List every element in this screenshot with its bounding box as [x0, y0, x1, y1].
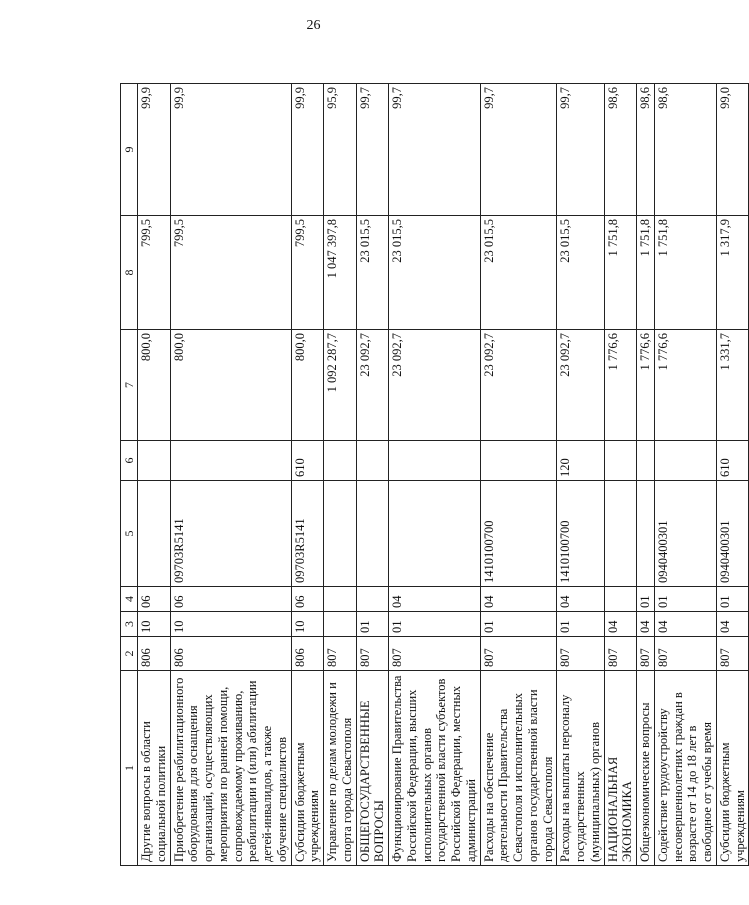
table-row — [356, 84, 389, 866]
cell-target-article — [389, 481, 481, 587]
cell-expense-type — [604, 441, 637, 481]
cell-expense-type — [637, 441, 655, 481]
table-row — [389, 84, 481, 866]
cell-fact: 799,5 — [170, 216, 291, 330]
cell-plan: 23 092,7 — [389, 330, 481, 441]
table-row — [557, 84, 604, 866]
cell-section: 04 — [654, 612, 716, 637]
header-cell: 2 — [121, 637, 138, 671]
cell-section: 04 — [716, 612, 749, 637]
cell-percent: 99,7 — [389, 84, 481, 216]
cell-ministry: 807 — [389, 637, 481, 671]
page-number: 26 — [306, 18, 321, 33]
cell-target-article: 0940400301 — [716, 481, 749, 587]
cell-percent: 99,7 — [557, 84, 604, 216]
cell-target-article — [637, 481, 655, 587]
cell-plan: 1 331,7 — [716, 330, 749, 441]
cell-ministry: 807 — [654, 637, 716, 671]
cell-plan: 800,0 — [170, 330, 291, 441]
cell-plan: 800,0 — [138, 330, 171, 441]
cell-subsection: 01 — [637, 587, 655, 612]
header-cell: 3 — [121, 612, 138, 637]
row-name: Содействие трудоустройству несовершеннолетних граждан в возрасте от 14 до 18 лет в свободное от учебы время — [654, 671, 716, 866]
row-name: Расходы на выплаты персоналу государственных (муниципальных) органов — [557, 671, 604, 866]
cell-fact: 23 015,5 — [480, 216, 557, 330]
cell-plan: 1 776,6 — [637, 330, 655, 441]
cell-subsection: 06 — [138, 587, 171, 612]
cell-percent: 99,9 — [138, 84, 171, 216]
cell-percent: 98,6 — [637, 84, 655, 216]
cell-section: 04 — [637, 612, 655, 637]
cell-expense-type — [389, 441, 481, 481]
cell-fact: 1 751,8 — [604, 216, 637, 330]
cell-subsection: 06 — [291, 587, 324, 612]
cell-expense-type — [356, 441, 389, 481]
cell-subsection: 01 — [654, 587, 716, 612]
cell-plan: 1 776,6 — [654, 330, 716, 441]
cell-section: 10 — [291, 612, 324, 637]
cell-target-article: 1410100700 — [557, 481, 604, 587]
cell-plan: 1 092 287,7 — [324, 330, 357, 441]
cell-ministry: 807 — [480, 637, 557, 671]
cell-section: 10 — [138, 612, 171, 637]
cell-percent: 99,9 — [170, 84, 291, 216]
cell-percent: 98,6 — [654, 84, 716, 216]
cell-expense-type: 120 — [557, 441, 604, 481]
row-name: Субсидии бюджетным учреждениям — [291, 671, 324, 866]
cell-section: 01 — [557, 612, 604, 637]
cell-percent: 98,6 — [604, 84, 637, 216]
cell-target-article — [604, 481, 637, 587]
cell-section — [324, 612, 357, 637]
cell-percent: 99,9 — [291, 84, 324, 216]
cell-expense-type — [170, 441, 291, 481]
cell-subsection: 06 — [170, 587, 291, 612]
budget-table — [120, 83, 749, 866]
row-name: Расходы на обеспечение деятельности Правительства Севастополя и исполнительных органов государственной власти города Севастополя — [480, 671, 557, 866]
cell-expense-type — [324, 441, 357, 481]
header-cell: 7 — [121, 330, 138, 441]
cell-percent: 95,9 — [324, 84, 357, 216]
cell-ministry: 806 — [170, 637, 291, 671]
table-row — [480, 84, 557, 866]
cell-ministry: 806 — [138, 637, 171, 671]
cell-subsection: 04 — [389, 587, 481, 612]
cell-section: 04 — [604, 612, 637, 637]
cell-section: 01 — [389, 612, 481, 637]
cell-percent: 99,7 — [356, 84, 389, 216]
cell-subsection: 04 — [480, 587, 557, 612]
header-cell: 5 — [121, 481, 138, 587]
cell-section: 10 — [170, 612, 291, 637]
cell-section: 01 — [480, 612, 557, 637]
cell-ministry: 807 — [324, 637, 357, 671]
cell-expense-type: 610 — [716, 441, 749, 481]
cell-plan: 800,0 — [291, 330, 324, 441]
table-row — [637, 84, 655, 866]
cell-expense-type — [480, 441, 557, 481]
cell-ministry: 806 — [291, 637, 324, 671]
row-name: ОБЩЕГОСУДАРСТВЕННЫЕ ВОПРОСЫ — [356, 671, 389, 866]
table-row — [654, 84, 716, 866]
table-row — [324, 84, 357, 866]
cell-section: 01 — [356, 612, 389, 637]
cell-percent: 99,0 — [716, 84, 749, 216]
table-row — [170, 84, 291, 866]
cell-expense-type — [654, 441, 716, 481]
cell-target-article: 09703R5141 — [291, 481, 324, 587]
cell-plan: 1 776,6 — [604, 330, 637, 441]
header-cell: 6 — [121, 441, 138, 481]
cell-ministry: 807 — [637, 637, 655, 671]
cell-plan: 23 092,7 — [557, 330, 604, 441]
cell-subsection — [324, 587, 357, 612]
table-row — [138, 84, 171, 866]
header-cell: 9 — [121, 84, 138, 216]
cell-fact: 799,5 — [291, 216, 324, 330]
cell-target-article: 1410100700 — [480, 481, 557, 587]
cell-target-article: 0940400301 — [654, 481, 716, 587]
cell-fact: 1 751,8 — [654, 216, 716, 330]
cell-ministry: 807 — [356, 637, 389, 671]
cell-fact: 799,5 — [138, 216, 171, 330]
header-row — [121, 84, 138, 866]
row-name: Функционирование Правительства Российской Федерации, высших исполнительных органов государственной власти субъектов Российской Федерации, местных администраций — [389, 671, 481, 866]
cell-subsection — [604, 587, 637, 612]
cell-subsection: 01 — [716, 587, 749, 612]
table-row — [291, 84, 324, 866]
row-name: Управление по делам молодежи и спорта города Севастополя — [324, 671, 357, 866]
cell-percent: 99,7 — [480, 84, 557, 216]
header-cell: 4 — [121, 587, 138, 612]
cell-plan: 23 092,7 — [356, 330, 389, 441]
cell-ministry: 807 — [716, 637, 749, 671]
cell-fact: 23 015,5 — [389, 216, 481, 330]
cell-target-article — [356, 481, 389, 587]
cell-subsection: 04 — [557, 587, 604, 612]
row-name: Приобретение реабилитационного оборудования для оснащения организаций, осуществляющих мероприятия по ранней помощи, сопровождаемому проживанию, реабилитации и (или) абилитации детей-инвалидов, а также обучение специалистов — [170, 671, 291, 866]
table-row — [716, 84, 749, 866]
cell-target-article — [324, 481, 357, 587]
header-cell: 1 — [121, 671, 138, 866]
cell-plan: 23 092,7 — [480, 330, 557, 441]
row-name: НАЦИОНАЛЬНАЯ ЭКОНОМИКА — [604, 671, 637, 866]
table-row — [604, 84, 637, 866]
cell-expense-type: 610 — [291, 441, 324, 481]
cell-target-article — [138, 481, 171, 587]
row-name: Другие вопросы в области социальной политики — [138, 671, 171, 866]
row-name: Общеэкономические вопросы — [637, 671, 655, 866]
cell-fact: 1 317,9 — [716, 216, 749, 330]
cell-fact: 1 047 397,8 — [324, 216, 357, 330]
cell-ministry: 807 — [604, 637, 637, 671]
row-name: Субсидии бюджетным учреждениям — [716, 671, 749, 866]
cell-expense-type — [138, 441, 171, 481]
header-cell: 8 — [121, 216, 138, 330]
cell-subsection — [356, 587, 389, 612]
cell-target-article: 09703R5141 — [170, 481, 291, 587]
rotated-table-container — [120, 84, 747, 866]
cell-ministry: 807 — [557, 637, 604, 671]
cell-fact: 23 015,5 — [557, 216, 604, 330]
cell-fact: 1 751,8 — [637, 216, 655, 330]
cell-fact: 23 015,5 — [356, 216, 389, 330]
